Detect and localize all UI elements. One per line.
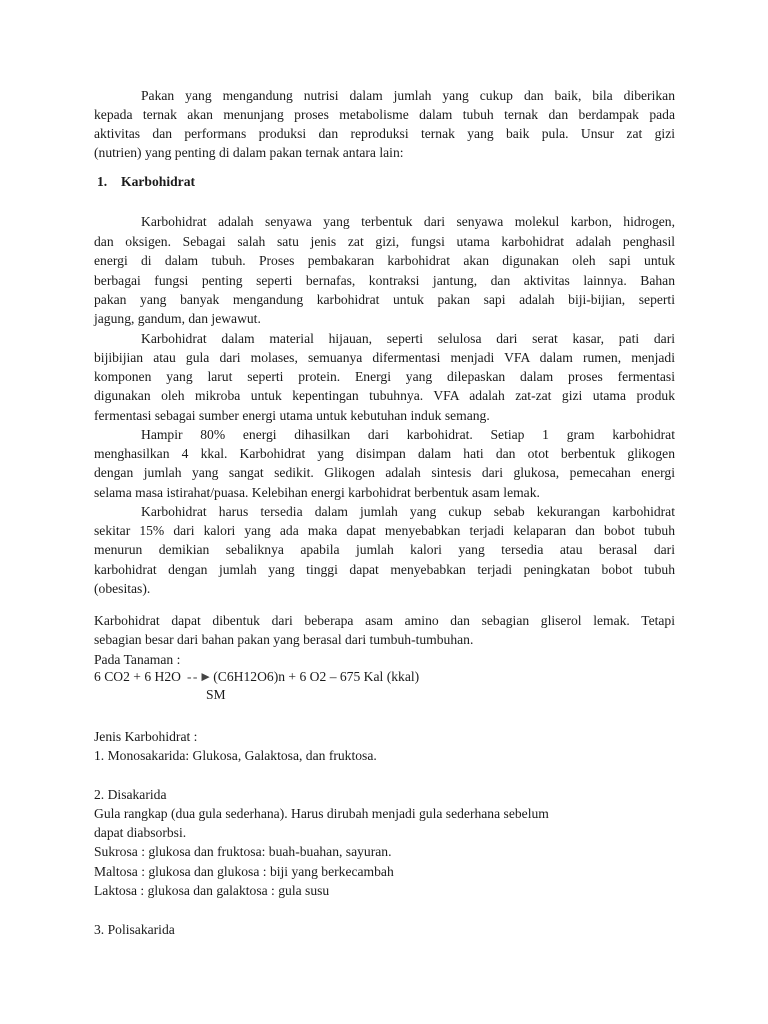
list-item: Laktosa : glukosa dan galaktosa : gula susu <box>94 883 330 898</box>
list-item-title: 3. Polisakarida <box>94 922 175 937</box>
photosynthesis-equation <box>94 667 419 686</box>
equation-products: (C6H12O6)n + 6 O2 – 675 Kal (kkal) <box>213 669 420 684</box>
paragraph-line: bijibijian atau gula dari molases, semuanya difermentasi menjadi VFA dalam rumen, menjadi <box>94 350 675 365</box>
paragraph-line: jagung, gandum, dan jewawut. <box>94 311 261 326</box>
paragraph-line: sekitar 15% dari kalori yang ada maka dapat menyebabkan terjadi kelaparan dan bobot tubuh <box>94 523 675 538</box>
paragraph-line: dan oksigen. Sebagai salah satu jenis zat gizi, fungsi utama karbohidrat adalah penghasil <box>94 234 675 249</box>
list-item-title: 2. Disakarida <box>94 787 167 802</box>
equation-note: SM <box>206 687 226 702</box>
paragraph-line: menurun demikian sebaliknya apabila jumlah kalori yang tersedia atau berasal dari <box>94 542 675 557</box>
paragraph-line: Hampir 80% energi dihasilkan dari karbohidrat. Setiap 1 gram karbohidrat <box>141 427 675 442</box>
equation-reactants: 6 CO2 + 6 H2O <box>94 669 181 684</box>
section-heading <box>97 174 195 190</box>
paragraph-line: Karbohidrat adalah senyawa yang terbentuk dari senyawa molekul karbon, hidrogen, <box>141 214 675 229</box>
arrow-icon: - - ► <box>186 669 212 684</box>
list-item: Sukrosa : glukosa dan fruktosa: buah-buahan, sayuran. <box>94 844 392 859</box>
paragraph-line: Karbohidrat dapat dibentuk dari beberapa asam amino dan sebagian gliserol lemak. Tetapi <box>94 613 675 628</box>
paragraph-line: karbohidrat dengan jumlah yang tinggi dapat menyebabkan terjadi peningkatan bobot tubuh <box>94 562 675 577</box>
paragraph-line: digunakan oleh mikroba untuk kepentingan tubuhnya. VFA adalah zat-zat gizi utama produk <box>94 388 675 403</box>
paragraph-line: Karbohidrat harus tersedia dalam jumlah yang cukup sebab kekurangan karbohidrat <box>141 504 675 519</box>
paragraph-line: berbagai fungsi penting seperti bernafas, kontraksi jantung, dan aktivitas lainnya. Bahan <box>94 273 675 288</box>
intro-line: aktivitas dan performans produksi dan reproduksi ternak yang baik pula. Unsur zat gizi <box>94 126 675 141</box>
list-item-desc: dapat diabsorbsi. <box>94 825 187 840</box>
paragraph-line: komponen yang larut seperti protein. Energi yang dilepaskan dalam proses fermentasi <box>94 369 675 384</box>
section-number: 1. <box>97 174 108 189</box>
paragraph-line: Karbohidrat dalam material hijauan, seperti selulosa dari serat kasar, pati dari <box>141 331 675 346</box>
types-label: Jenis Karbohidrat : <box>94 729 198 744</box>
intro-line: (nutrien) yang penting di dalam pakan ternak antara lain: <box>94 145 404 160</box>
paragraph-line: energi di dalam tubuh. Proses pembakaran karbohidrat akan digunakan oleh sapi untuk <box>94 253 675 268</box>
paragraph-line: menghasilkan 4 kkal. Karbohidrat yang disimpan dalam hati dan otot berbentuk glikogen <box>94 446 675 461</box>
paragraph-line: (obesitas). <box>94 581 151 596</box>
section-title: Karbohidrat <box>121 174 196 189</box>
paragraph-line: selama masa istirahat/puasa. Kelebihan energi karbohidrat berbentuk asam lemak. <box>94 485 540 500</box>
list-item-desc: Gula rangkap (dua gula sederhana). Harus dirubah menjadi gula sederhana sebelum <box>94 806 549 821</box>
plants-label: Pada Tanaman : <box>94 652 181 667</box>
intro-line: Pakan yang mengandung nutrisi dalam jumlah yang cukup dan baik, bila diberikan <box>141 88 675 103</box>
list-item: Maltosa : glukosa dan glukosa : biji yang berkecambah <box>94 864 394 879</box>
paragraph-line: sebagian besar dari bahan pakan yang berasal dari tumbuh-tumbuhan. <box>94 632 474 647</box>
paragraph-line: fermentasi sebagai sumber energi utama untuk kebutuhan induk semang. <box>94 408 490 423</box>
paragraph-line: pakan yang banyak mengandung karbohidrat untuk pakan sapi adalah biji-bijian, seperti <box>94 292 675 307</box>
intro-line: kepada ternak akan menunjang proses metabolisme dalam tubuh ternak dan berdampak pada <box>94 107 675 122</box>
list-item: 1. Monosakarida: Glukosa, Galaktosa, dan fruktosa. <box>94 748 377 763</box>
paragraph-line: dengan jumlah yang sangat sedikit. Glikogen adalah sintesis dari glukosa, pemecahan energi <box>94 465 675 480</box>
